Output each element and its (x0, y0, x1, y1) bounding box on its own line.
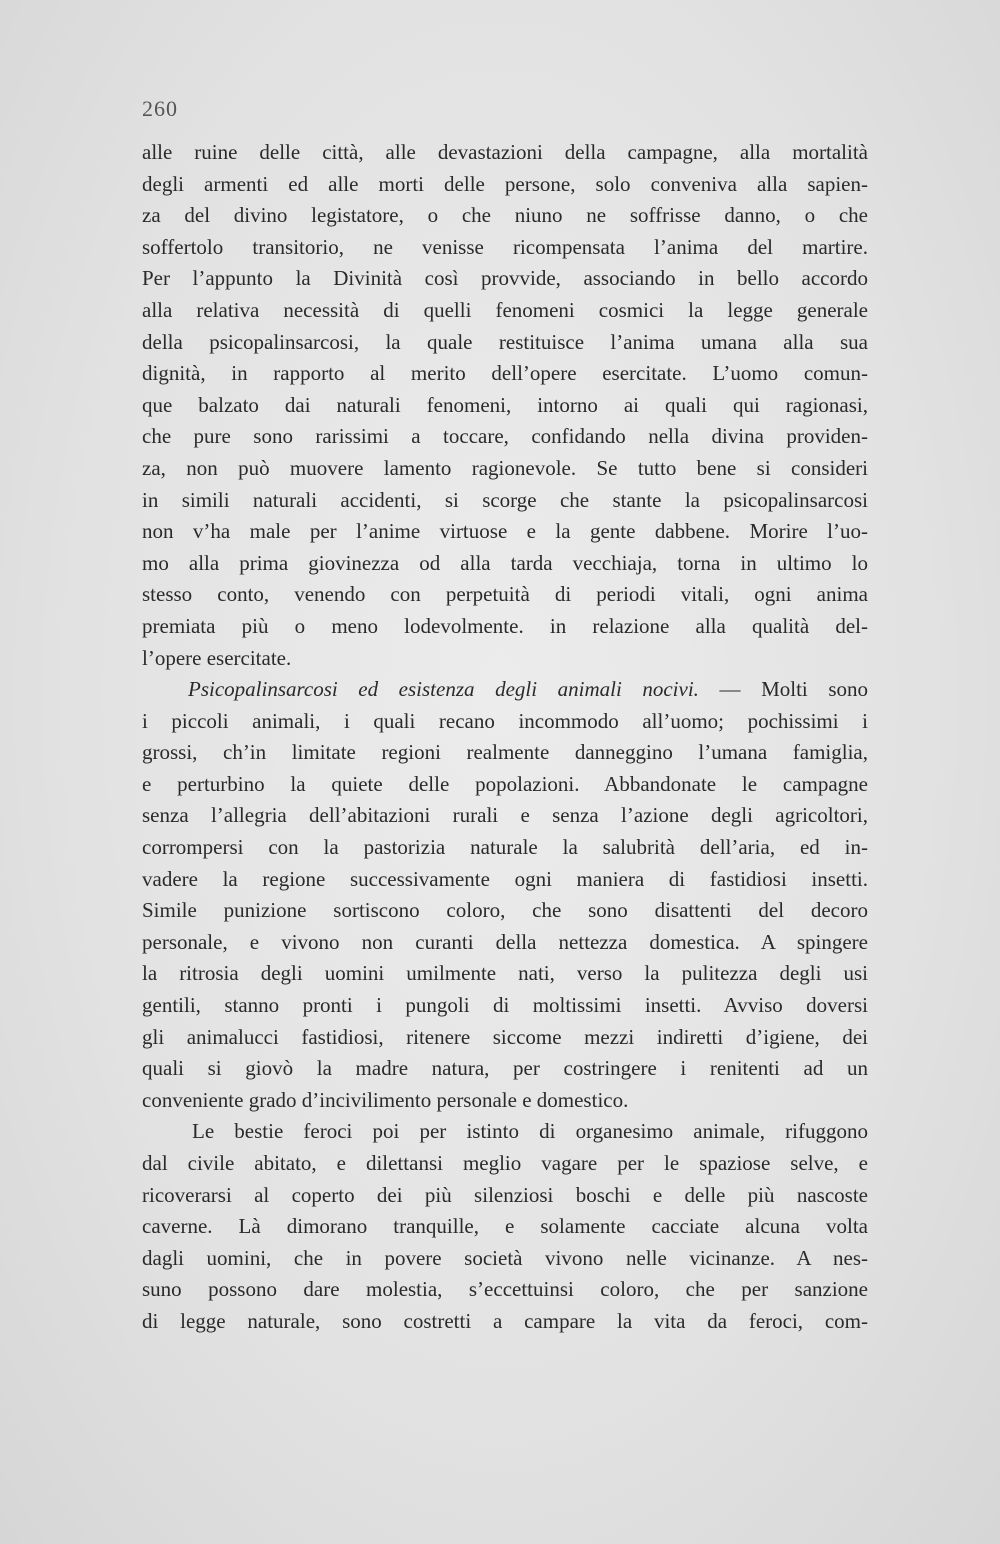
text-line: Simile punizione sortiscono coloro, che sono disattenti del decoro (142, 898, 868, 923)
text-line: la ritrosia degli uomini umilmente nati, verso la pulitezza degli usi (142, 961, 868, 986)
text-line: quali si giovò la madre natura, per costringere i renitenti ad un (142, 1056, 868, 1081)
page-number: 260 (142, 96, 178, 121)
text-line: dagli uomini, che in povere società vivono nelle vicinanze. A nes- (142, 1245, 868, 1270)
text-line: personale, e vivono non curanti della nettezza domestica. A spingere (142, 929, 868, 954)
text-line: soffertolo transitorio, ne venisse ricompensata l’anima del martire. (142, 234, 868, 259)
paragraph-1 (142, 137, 868, 674)
section-heading-line (142, 674, 868, 706)
text-line: corrompersi con la pastorizia naturale la salubrità dell’aria, ed in- (142, 835, 868, 860)
paragraph-3 (142, 1116, 868, 1337)
text-line: Per l’appunto la Divinità così provvide, associando in bello accordo (142, 266, 868, 291)
text-line: della psicopalinsarcosi, la quale restituisce l’anima umana alla sua (142, 329, 868, 354)
body-text (142, 137, 868, 1338)
text-line: di legge naturale, sono costretti a campare la vita da feroci, com- (142, 1308, 868, 1333)
text-line: non v’ha male per l’anime virtuose e la gente dabbene. Morire l’uo- (142, 519, 868, 544)
text-line: in simili naturali accidenti, si scorge che stante la psicopalinsarcosi (142, 487, 868, 512)
text-line: Le bestie feroci poi per istinto di organesimo animale, rifuggono (192, 1119, 868, 1144)
text-line: senza l’allegria dell’abitazioni rurali e senza l’azione degli agricoltori, (142, 803, 868, 828)
text-line: ricoverarsi al coperto dei più silenziosi boschi e delle più nascoste (142, 1182, 868, 1207)
paragraph-2 (142, 674, 868, 1116)
text-line: za del divino legistatore, o che niuno ne soffrisse danno, o che (142, 203, 868, 228)
text-line: premiata più o meno lodevolmente. in relazione alla qualità del- (142, 613, 868, 638)
text-line: caverne. Là dimorano tranquille, e solamente cacciate alcuna volta (142, 1214, 868, 1239)
section-heading: Psicopalinsarcosi ed esistenza degli animali nocivi. (188, 677, 699, 702)
text-line: alla relativa necessità di quelli fenomeni cosmici la legge generale (142, 297, 868, 322)
text-line: stesso conto, venendo con perpetuità di periodi vitali, ogni anima (142, 582, 868, 607)
text-line: l’opere esercitate. (142, 645, 292, 670)
text-line: degli armenti ed alle morti delle persone, solo conveniva alla sapien- (142, 171, 868, 196)
text-line: que balzato dai naturali fenomeni, intorno ai quali qui ragionasi, (142, 392, 868, 417)
text-line: mo alla prima giovinezza od alla tarda vecchiaja, torna in ultimo lo (142, 550, 868, 575)
text-line: e perturbino la quiete delle popolazioni. Abbandonate le campagne (142, 771, 868, 796)
text-line: dignità, in rapporto al merito dell’opere esercitate. L’uomo comun- (142, 361, 868, 386)
text-line: suno possono dare molestia, s’eccettuinsi coloro, che per sanzione (142, 1277, 868, 1302)
text-line: conveniente grado d’incivilimento personale e domestico. (142, 1087, 629, 1112)
heading-continuation: — Molti sono (698, 677, 868, 702)
text-line: gli animalucci fastidiosi, ritenere siccome mezzi indiretti d’igiene, dei (142, 1024, 868, 1049)
text-line: dal civile abitato, e dilettansi meglio vagare per le spaziose selve, e (142, 1151, 868, 1175)
text-line: che pure sono rarissimi a toccare, confidando nella divina providen- (142, 424, 868, 449)
text-line: za, non può muovere lamento ragionevole. Se tutto bene si consideri (142, 455, 868, 480)
text-line: vadere la regione successivamente ogni maniera di fastidiosi insetti. (142, 866, 868, 891)
text-line: alle ruine delle città, alle devastazioni della campagne, alla mortalità (142, 140, 868, 164)
text-line: i piccoli animali, i quali recano incommodo all’uomo; pochissimi i (142, 708, 868, 733)
text-line: gentili, stanno pronti i pungoli di moltissimi insetti. Avviso doversi (142, 993, 868, 1018)
text-line: grossi, ch’in limitate regioni realmente danneggino l’umana famiglia, (142, 740, 868, 765)
